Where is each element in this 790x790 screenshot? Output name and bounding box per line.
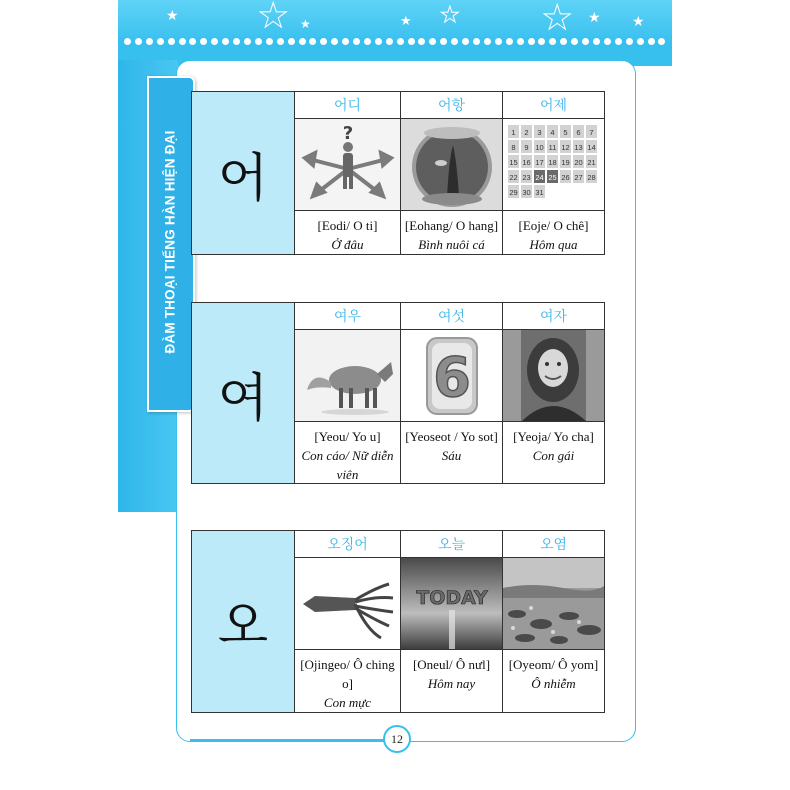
meaning: Con gái xyxy=(532,448,575,463)
word-caption xyxy=(401,211,502,254)
star-icon: ★ xyxy=(400,13,412,28)
calendar-day-number: 7 xyxy=(589,128,594,137)
calendar-day-number: 22 xyxy=(509,173,518,182)
korean-word: 어항 xyxy=(401,92,502,119)
star-icon: ★ xyxy=(632,15,645,30)
meaning: Ở đâu xyxy=(331,237,364,252)
korean-word: 오염 xyxy=(503,531,604,558)
calendar-day-number: 29 xyxy=(509,188,518,197)
calendar-day-number: 25 xyxy=(548,173,557,182)
dots-border xyxy=(118,38,672,48)
calendar-day-number: 12 xyxy=(561,143,570,152)
calendar-day-number: 9 xyxy=(524,143,529,152)
word-caption xyxy=(295,422,400,484)
romanization: [Oyeom/ Ô yom] xyxy=(508,657,599,672)
calendar-day-number: 3 xyxy=(537,128,542,137)
fox-image xyxy=(295,330,400,422)
star-icon: ★ xyxy=(258,0,289,35)
calendar-day-number: 5 xyxy=(563,128,568,137)
calendar-icon xyxy=(503,119,604,211)
word-column xyxy=(295,92,401,254)
svg-text:?: ? xyxy=(342,123,354,144)
calendar-day-number: 23 xyxy=(522,173,531,182)
word-column xyxy=(503,303,604,483)
letter-table xyxy=(191,302,605,484)
calendar-day-number: 6 xyxy=(576,128,581,137)
korean-word: 어디 xyxy=(295,92,400,119)
page-number: 12 xyxy=(383,725,411,753)
question-person-icon xyxy=(295,119,400,211)
calendar-day-number: 17 xyxy=(535,158,544,167)
star-icon: ★ xyxy=(588,11,601,26)
korean-word: 오징어 xyxy=(295,531,400,558)
meaning: Con cáo/ Nữ diễn viên xyxy=(301,448,394,482)
romanization: [Yeoseot / Yo sot] xyxy=(405,429,498,444)
word-caption xyxy=(503,650,604,693)
meaning: Bình nuôi cá xyxy=(418,237,485,252)
svg-text:TODAY: TODAY xyxy=(416,587,488,609)
calendar-day-number: 16 xyxy=(522,158,531,167)
star-icon: ★ xyxy=(440,2,460,27)
word-column xyxy=(503,531,604,712)
side-title: ĐÀM THOẠI TIẾNG HÀN HIỆN ĐẠI xyxy=(162,130,178,354)
word-caption xyxy=(295,211,400,254)
word-caption xyxy=(503,211,604,254)
letter-cell: 오 xyxy=(192,531,295,712)
romanization: [Eodi/ O ti] xyxy=(317,218,378,233)
meaning: Con mực xyxy=(323,695,372,710)
calendar-day-number: 26 xyxy=(561,173,570,182)
korean-word: 여섯 xyxy=(401,303,502,330)
calendar-day-number: 18 xyxy=(548,158,557,167)
today-sign-image xyxy=(401,558,502,650)
calendar-day-number: 10 xyxy=(535,143,544,152)
calendar-day-number: 30 xyxy=(522,188,531,197)
meaning: Hôm nay xyxy=(427,676,476,691)
korean-word: 어제 xyxy=(503,92,604,119)
romanization: [Yeou/ Yo u] xyxy=(314,429,381,444)
squid-image xyxy=(295,558,400,650)
word-caption xyxy=(401,422,502,465)
calendar-day-number: 31 xyxy=(535,188,544,197)
word-caption xyxy=(503,422,604,465)
meaning: Sáu xyxy=(441,448,462,463)
letter-table xyxy=(191,91,605,255)
calendar-day-number: 13 xyxy=(574,143,583,152)
romanization: [Eoje/ O chê] xyxy=(518,218,589,233)
meaning: Hôm qua xyxy=(529,237,578,252)
romanization: [Yeoja/ Yo cha] xyxy=(513,429,594,444)
letter-cell: 어 xyxy=(192,92,295,254)
pollution-image xyxy=(503,558,604,650)
svg-text:6: 6 xyxy=(433,346,471,409)
woman-image xyxy=(503,330,604,422)
letter-table xyxy=(191,530,605,713)
star-icon: ★ xyxy=(542,0,573,37)
word-column xyxy=(295,303,401,483)
romanization: [Ojingeo/ Ô ching o] xyxy=(300,657,395,691)
meaning: Ô nhiễm xyxy=(531,676,576,691)
calendar-day-number: 2 xyxy=(524,128,529,137)
calendar-day-number: 24 xyxy=(535,173,544,182)
calendar-day-number: 15 xyxy=(509,158,518,167)
calendar-day-number: 27 xyxy=(574,173,583,182)
calendar-day-number: 11 xyxy=(548,143,557,152)
word-caption xyxy=(295,650,400,712)
word-column xyxy=(401,531,503,712)
word-column xyxy=(401,303,503,483)
romanization: [Eohang/ O hang] xyxy=(404,218,499,233)
calendar-day-number: 14 xyxy=(587,143,596,152)
korean-word: 여우 xyxy=(295,303,400,330)
romanization: [Oneul/ Ô nưl] xyxy=(412,657,491,672)
star-icon: ★ xyxy=(300,17,311,31)
number-six-image xyxy=(401,330,502,422)
calendar-day-number: 1 xyxy=(511,128,516,137)
word-column xyxy=(295,531,401,712)
bottom-line xyxy=(190,739,386,741)
word-caption xyxy=(401,650,502,693)
fishbowl-image xyxy=(401,119,502,211)
calendar-day-number: 28 xyxy=(587,173,596,182)
word-column xyxy=(401,92,503,254)
calendar-day-number: 20 xyxy=(574,158,583,167)
calendar-day-number: 8 xyxy=(511,143,516,152)
korean-word: 오늘 xyxy=(401,531,502,558)
calendar-day-number: 19 xyxy=(561,158,570,167)
star-icon: ★ xyxy=(166,9,179,24)
word-column xyxy=(503,92,604,254)
letter-cell: 여 xyxy=(192,303,295,483)
korean-word: 여자 xyxy=(503,303,604,330)
calendar-day-number: 21 xyxy=(587,158,596,167)
calendar-day-number: 4 xyxy=(550,128,555,137)
